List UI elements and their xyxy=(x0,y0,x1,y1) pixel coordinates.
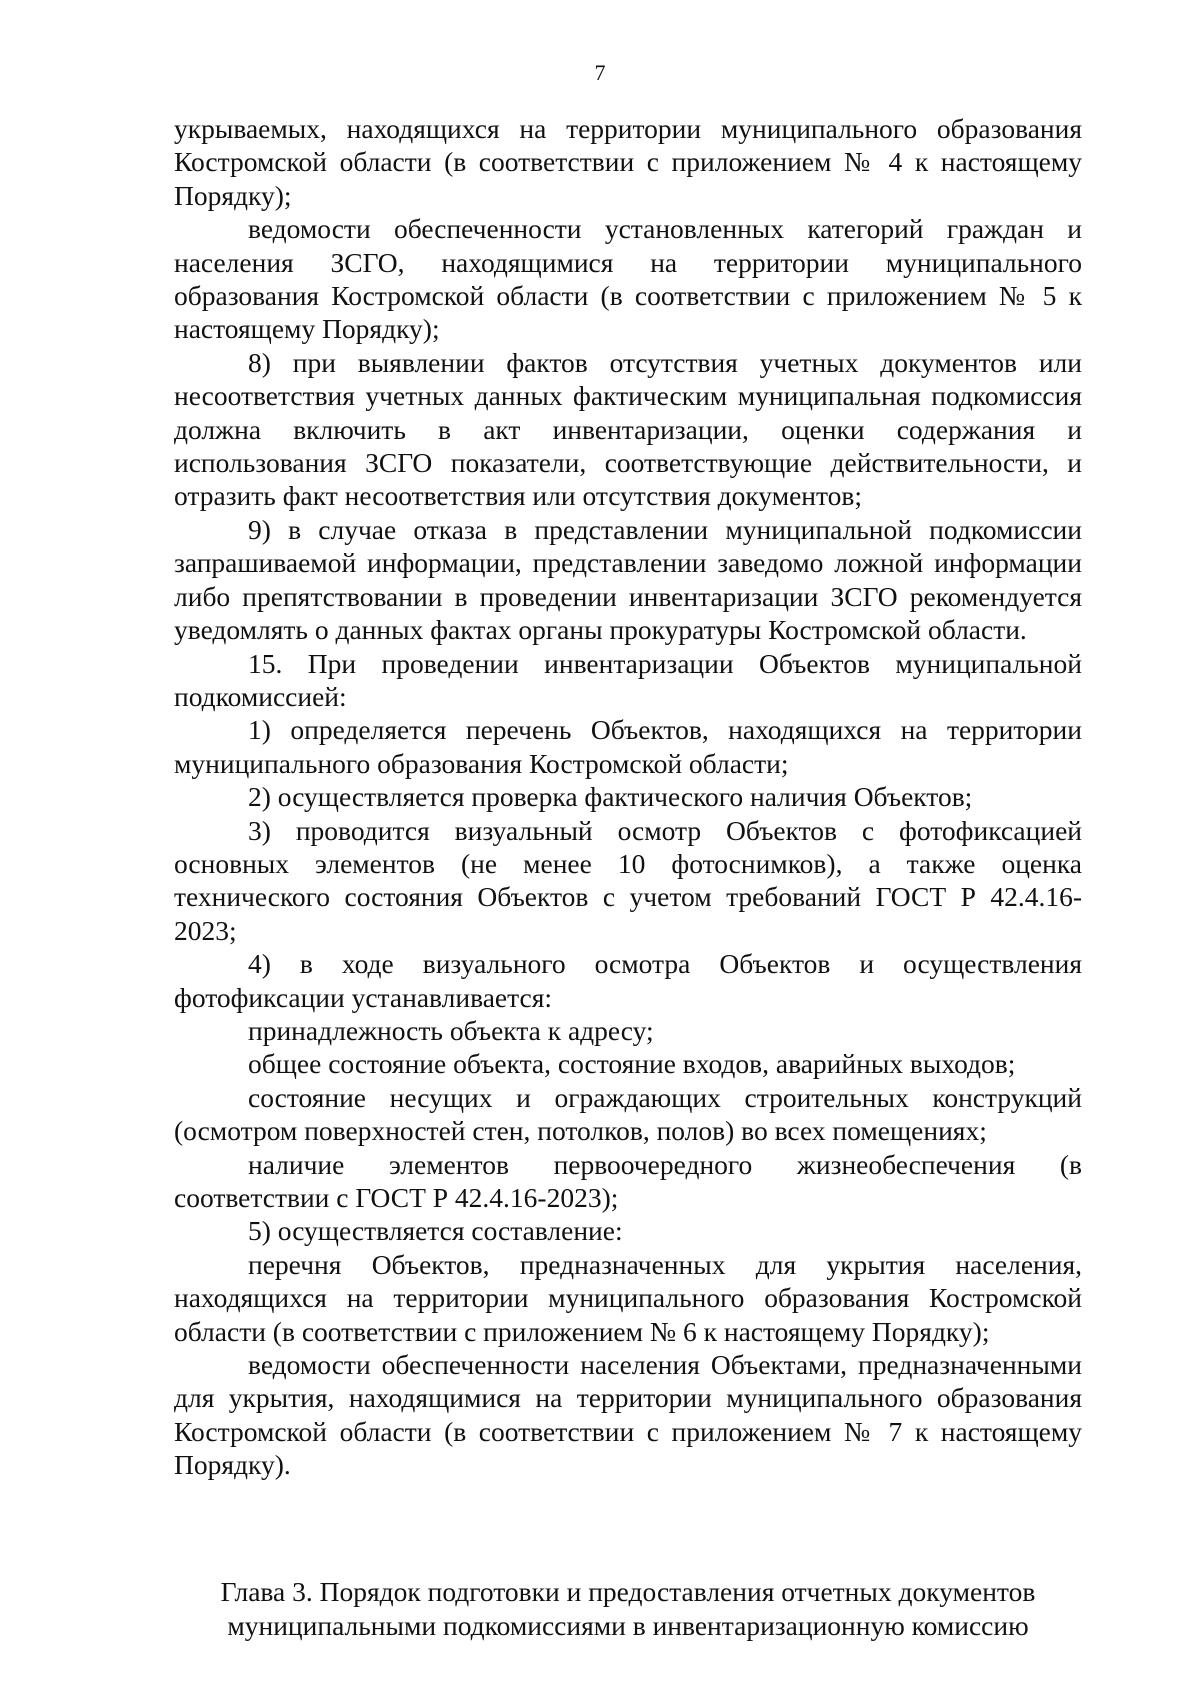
chapter-heading-line: муниципальными подкомиссиями в инвентаризационную комиссию xyxy=(227,1610,1029,1641)
paragraph: 2) осуществляется проверка фактического наличия Объектов; xyxy=(248,781,973,813)
paragraph: состояние несущих и ограждающих строительных конструкций (осмотром поверхностей стен, потолков, полов) во всех помещениях; xyxy=(174,1081,1082,1147)
paragraph: 3) проводится визуальный осмотр Объектов с фотофиксацией основных элементов (не менее 10 фотоснимков), а также оценка технического состояния Объектов с учетом требований ГОСТ Р 42.4.16-2023; xyxy=(174,814,1082,946)
paragraph: ведомости обеспеченности населения Объектами, предназначенными для укрытия, находящимися на территории муниципального образования Костромской области (в соответствии с приложением № 7 к настоящему Порядку). xyxy=(174,1349,1082,1481)
paragraph: 4) в ходе визуального осмотра Объектов и осуществления фотофиксации устанавливается: xyxy=(174,948,1082,1013)
paragraph: укрываемых, находящихся на территории муниципального образования Костромской области (в соответствии с приложением № 4 к настоящему Порядку); xyxy=(174,113,1082,211)
paragraph: 9) в случае отказа в представлении муниципальной подкомиссии запрашиваемой информации, представлении заведомо ложной информации либо препятствовании в проведении инвентаризации ЗСГО рекомендуется уведомлять о данных фактах органы прокуратуры Костромской области. xyxy=(174,513,1082,646)
paragraph: перечня Объектов, предназначенных для укрытия населения, находящихся на территории муниципального образования Костромской области (в соответствии с приложением № 6 к настоящему Порядку); xyxy=(174,1248,1082,1347)
page-number: 7 xyxy=(594,60,606,85)
paragraph: 15. При проведении инвентаризации Объектов муниципальной подкомиссией: xyxy=(174,647,1082,712)
paragraph: 8) при выявлении фактов отсутствия учетных документов или несоответствия учетных данных фактическим муниципальная подкомиссия должна включить в акт инвентаризации, оценки содержания и использования ЗСГО показатели, соответствующие действительности, и отразить факт несоответствия или отсутствия документов; xyxy=(174,346,1082,512)
chapter-heading xyxy=(174,1575,1082,1643)
paragraph: ведомости обеспеченности установленных категорий граждан и населения ЗСГО, находящимися на территории муниципального образования Костромской области (в соответствии с приложением № 5 к настоящему Порядку); xyxy=(174,213,1082,345)
paragraph: общее состояние объекта, состояние входов, аварийных выходов; xyxy=(248,1048,1016,1080)
paragraph: 5) осуществляется составление: xyxy=(248,1215,623,1247)
document-body xyxy=(174,112,1082,1482)
paragraph: наличие элементов первоочередного жизнеобеспечения (в соответствии с ГОСТ Р 42.4.16-2023); xyxy=(174,1148,1082,1213)
paragraph: 1) определяется перечень Объектов, находящихся на территории муниципального образования Костромской области; xyxy=(174,714,1082,779)
paragraph: принадлежность объекта к адресу; xyxy=(248,1014,654,1046)
chapter-heading-line: Глава 3. Порядок подготовки и предоставления отчетных документов xyxy=(220,1576,1036,1607)
